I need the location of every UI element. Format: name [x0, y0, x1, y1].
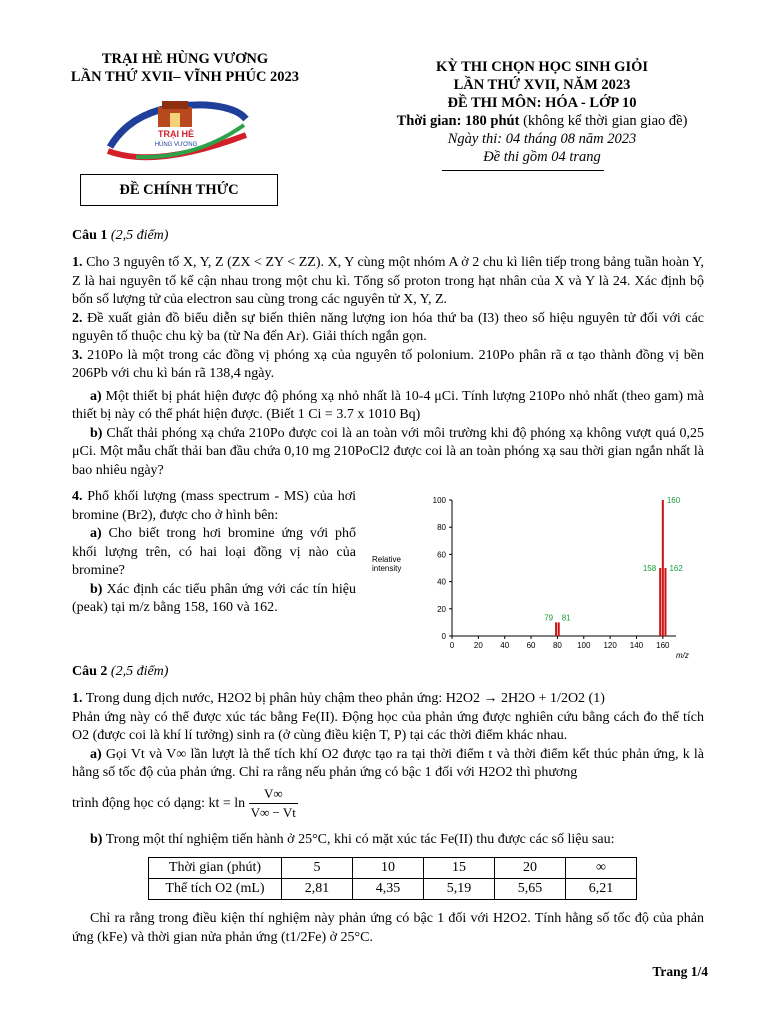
question-2 [72, 664, 704, 947]
q1-part4-num: 4. [72, 489, 83, 504]
q1-part3-num: 3. [72, 347, 83, 363]
table-cell: 15 [424, 858, 495, 879]
logo-text-2: HÙNG VƯƠNG [154, 142, 198, 148]
x-tick-label: 60 [526, 641, 536, 650]
y-tick-label: 0 [441, 632, 446, 641]
q1-part3a-label: a) [90, 388, 102, 404]
q2-part-c: Chỉ ra rằng trong điều kiện thí nghiệm này phản ứng có bậc 1 đối với H2O2. Tính hằng số tốc độ của phản ứng (kFe) và thời gian nửa phản ứng (t1/2Fe) ở 25°C. [72, 911, 704, 945]
exam-duration-bold: Thời gian: 180 phút [396, 113, 520, 129]
table-row [149, 879, 637, 900]
x-tick-label: 40 [500, 641, 510, 650]
organizer-line1: TRẠI HÈ HÙNG VƯƠNG [101, 51, 269, 67]
fraction-numerator: V∞ [249, 785, 298, 805]
q1-part4b-label: b) [90, 581, 103, 597]
exam-date: Ngày thi: 04 tháng 08 năm 2023 [447, 131, 637, 147]
chart-xlabel: m/z [676, 651, 689, 660]
q1-part1-text: Cho 3 nguyên tố X, Y, Z (ZX < ZY < ZZ). X, Y cùng một nhóm A ở 2 chu kì liên tiếp trong bảng tuần hoàn Y, Z là hai nguyên tố kế cận nhau trong một chu kì. Tổng số proton trong hạt nhân của X và Y là 24. Xác định bộ bốn số lượng tử của electron sau cùng trong các nguyên tử X, Y, Z. [72, 255, 705, 307]
q1-part2-num: 2. [72, 310, 83, 326]
q1-part4 [72, 488, 356, 618]
organizer-header [40, 50, 330, 86]
q1-part4b [72, 581, 356, 618]
q1-part4b-text: Xác định các tiểu phân ứng với các tín hiệu (peak) tại m/z bằng 158, 160 và 162. [72, 581, 356, 615]
q2-rate-law-fraction [249, 785, 298, 823]
q2-part-b-text: Trong một thí nghiệm tiến hành ở 25°C, khi có mặt xúc tác Fe(II) thu được các số liệu sau: [105, 831, 615, 847]
q2-part-b-label: b) [90, 831, 103, 847]
q1-part2-text: Đề xuất giản đồ biểu diễn sự biến thiên năng lượng ion hóa thứ ba (I3) theo số hiệu nguyên tử đối với các nguyên tố thuộc chu kỳ ba (từ Na đến Ar). Giải thích ngắn gọn. [72, 310, 704, 344]
q1-part4a-label: a) [90, 526, 102, 541]
x-tick-label: 120 [603, 641, 617, 650]
chart-ylabel-line1: Relative [372, 555, 401, 564]
table-row [149, 858, 637, 879]
organizer-line2: LẦN THỨ XVII– VĨNH PHÚC 2023 [70, 69, 300, 85]
table-cell: 5,19 [424, 879, 495, 900]
q1-part4-intro [72, 488, 356, 525]
peak-label: 162 [669, 564, 683, 573]
question-1 [72, 228, 704, 480]
q1-part4-text: Phổ khối lượng (mass spectrum - MS) của hơi bromine (Br2), được cho ở hình bên: [72, 489, 356, 523]
q1-part3b [72, 425, 704, 481]
q1-part3a [72, 388, 704, 425]
q2-points: (2,5 điểm) [110, 664, 169, 679]
table-cell: 6,21 [566, 879, 637, 900]
peak-label: 158 [642, 564, 657, 573]
q1-part3b-label: b) [90, 425, 103, 441]
page-number: Trang 1/4 [652, 964, 708, 979]
fraction-denominator: V∞ − Vt [250, 805, 296, 820]
exam-header [352, 58, 732, 166]
y-tick-label: 60 [437, 550, 446, 560]
camp-logo [96, 95, 256, 167]
table-header-volume: Thể tích O2 (mL) [149, 879, 282, 900]
y-tick-label: 40 [437, 577, 446, 587]
x-tick-label: 100 [577, 641, 591, 650]
exam-page-count: Đề thi gồm 04 trang [483, 149, 601, 165]
kinetics-table [148, 857, 637, 900]
exam-duration [352, 112, 732, 130]
exam-subject: ĐỀ THI MÔN: HÓA - LỚP 10 [447, 95, 637, 111]
exam-title-line2: LẦN THỨ XVII, NĂM 2023 [453, 77, 631, 93]
camp-logo-graphic [96, 95, 256, 167]
table-header-time: Thời gian (phút) [149, 858, 282, 879]
q2-part1-num: 1. [72, 691, 83, 706]
q2-part-b [72, 831, 704, 850]
q2-part1-body: Phản ứng này có thể được xúc tác bằng Fe(II). Động học của phản ứng được nghiên cứu bằng cách đo thể tích O2 (được coi là khí lí tưởng) sinh ra (ở cùng điều kiện T, P) tại các thời điểm khác nhau. [72, 709, 704, 743]
table-cell: 5,65 [495, 879, 566, 900]
table-cell: 5 [282, 858, 353, 879]
q2-part-a [72, 746, 704, 783]
q1-part2 [72, 310, 704, 347]
peak-label: 79 [544, 613, 554, 623]
header-underline [442, 170, 604, 171]
chart-axes [433, 496, 676, 650]
mass-spectrum-chart [366, 488, 696, 664]
q2-title-text: Câu 2 [72, 664, 108, 679]
x-tick-label: 140 [629, 641, 644, 650]
x-tick-label: 0 [449, 641, 455, 650]
q2-part1 [72, 690, 704, 709]
peak-label: 160 [666, 496, 681, 505]
q1-part3b-text: Chất thải phóng xạ chứa 210Po được coi là an toàn với môi trường khi độ phóng xạ không vượt quá 0,25 μCi. Một mẫu chất thải ban đầu chứa 0,10 mg 210PoCl2 được coi là an toàn phóng xạ sau thời gian ngắn nhất là bao nhiêu ngày? [72, 425, 705, 478]
table-cell: 4,35 [353, 879, 424, 900]
peak-label: 81 [561, 613, 571, 623]
table-cell: 10 [353, 858, 424, 879]
x-tick-label: 80 [552, 641, 562, 650]
q1-part3a-text: Một thiết bị phát hiện được độ phóng xạ nhỏ nhất là 10-4 μCi. Tính lượng 210Po nhỏ nhất (theo gam) mà thiết bị này có thể phát hiện được. (Biết 1 Ci = 3.7 x 1010 Bq) [72, 388, 704, 422]
q2-part-a-label: a) [90, 746, 102, 762]
q2-part1-text: Trong dung dịch nước, H2O2 bị phân hủy chậm theo phản ứng: H2O2 → 2H2O + 1/2O2 (1) [85, 691, 605, 706]
y-tick-label: 100 [432, 496, 446, 505]
chart-ylabel-line2: intensity [372, 564, 402, 573]
q2-rate-law-text: trình động học có dạng: kt = ln [72, 795, 246, 811]
q1-title [72, 228, 704, 244]
y-tick-label: 20 [437, 604, 446, 614]
logo-text-1: TRẠI HÈ [158, 129, 194, 139]
table-cell: ∞ [566, 858, 637, 879]
table-cell: 20 [495, 858, 566, 879]
table-cell: 2,81 [282, 879, 353, 900]
q2-part-a-text: Gọi Vt và V∞ lần lượt là thể tích khí O2 được tạo ra tại thời điểm t và thời điểm kết thúc phản ứng, k là hằng số tốc độ của phản ứng. Chỉ ra rằng nếu phản ứng có bậc 1 đối với H2O2 thì phương [72, 746, 705, 780]
q1-part3-text: 210Po là một trong các đồng vị phóng xạ của nguyên tố polonium. 210Po phân rã α tạo thành đồng vị bền 206Pb với chu kì bán rã 138,4 ngày. [72, 347, 705, 381]
q1-part4a-text: Cho biết trong hơi bromine ứng với phổ khối lượng trên, có hai loại đồng vị nào của bromine? [72, 526, 356, 578]
q2-rate-law [72, 785, 704, 823]
q1-title-text: Câu 1 [72, 228, 108, 243]
official-exam-box: ĐỀ CHÍNH THỨC [80, 174, 278, 206]
q2-title [72, 664, 704, 680]
exam-title-line1: KỲ THI CHỌN HỌC SINH GIỎI [435, 59, 649, 75]
x-tick-label: 160 [656, 641, 670, 650]
q1-part3 [72, 347, 704, 384]
y-tick-label: 80 [437, 523, 446, 533]
exam-duration-note: (không kể thời gian giao đề) [519, 113, 688, 129]
x-tick-label: 20 [473, 641, 483, 650]
q1-part1 [72, 254, 704, 310]
q1-part1-num: 1. [72, 255, 83, 270]
q1-points: (2,5 điểm) [110, 228, 169, 243]
q1-part4a [72, 525, 356, 581]
